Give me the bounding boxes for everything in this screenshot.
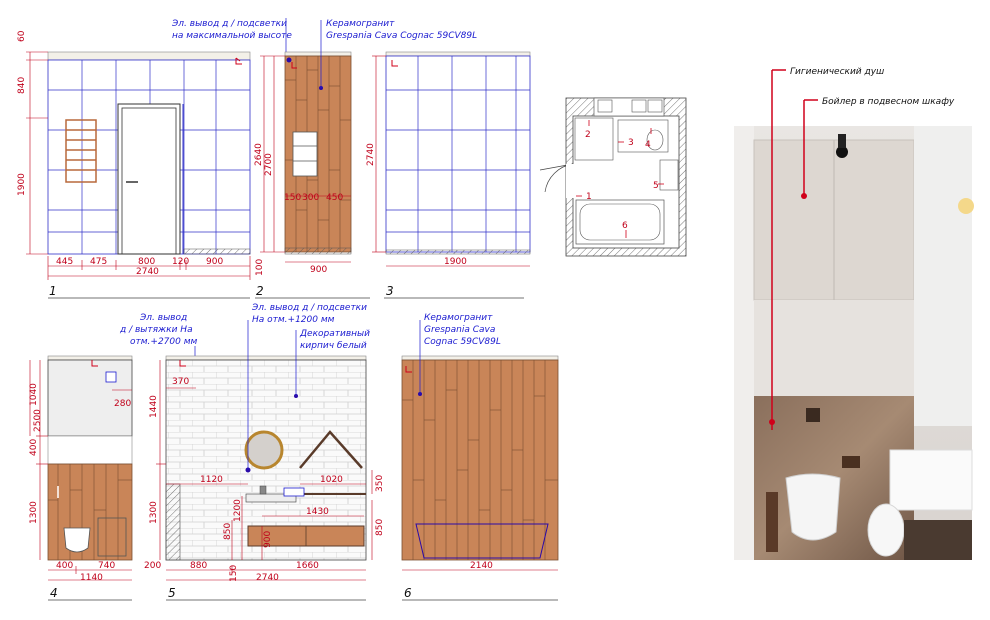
- reference-photo: [734, 67, 974, 560]
- wood-tile-wall-4: [48, 464, 132, 560]
- dim-total-3: 1900: [444, 257, 467, 267]
- elevation-1: [17, 30, 250, 298]
- plan-label-4: 4: [645, 140, 651, 150]
- dim-60: 60: [17, 30, 27, 42]
- dim-1040: 1040: [29, 383, 39, 406]
- dim-120: 120: [172, 257, 190, 267]
- dim-1300-v5: 1300: [149, 501, 159, 524]
- dim-2700: 2700: [264, 153, 274, 176]
- door: [118, 104, 180, 254]
- elevation-5: [144, 320, 385, 600]
- annotation-ceramic-line1: Керамогранит: [326, 19, 395, 29]
- dim-1440: 1440: [149, 395, 159, 418]
- photo-brush-holder: [766, 492, 778, 552]
- plan-label-3: 3: [628, 138, 634, 148]
- upper-cabinet-4: [48, 360, 132, 436]
- annotation-ceramic-line2: Grespania Cava Cognac 59CV89L: [326, 31, 478, 41]
- annotation-ceramic6-line3: Cognac 59CV89L: [424, 337, 501, 347]
- side-hatch-5: [166, 484, 180, 560]
- photo-white-brick: [914, 126, 972, 426]
- annotation-ceramic6-line2: Grespania Cava: [424, 325, 496, 335]
- dim-400-bottom: 400: [56, 561, 74, 571]
- dim-850-right: 850: [375, 518, 385, 536]
- dim-2640: 2640: [254, 143, 264, 166]
- dim-740: 740: [98, 561, 116, 571]
- floor-hatch-3: [386, 250, 530, 254]
- annotation-ceramic-top: [326, 19, 477, 41]
- photo-bidet: [868, 504, 904, 556]
- elevation-2: [254, 20, 370, 298]
- annotation-fan: [119, 313, 197, 347]
- dim-900: 900: [206, 257, 224, 267]
- dim-300: 300: [302, 193, 320, 203]
- dim-1660: 1660: [296, 561, 319, 571]
- dim-total-1: 2740: [136, 267, 159, 277]
- light-outlet-point: [287, 58, 292, 63]
- faucet: [260, 486, 266, 494]
- dim-2500: 2500: [33, 409, 43, 432]
- plan-label-5: 5: [653, 181, 659, 191]
- toilet-4: [64, 528, 90, 552]
- niche-shelves: [293, 132, 317, 176]
- annotation-light-line1: Эл. вывод д / подсветки: [172, 19, 287, 29]
- dim-1430: 1430: [306, 507, 329, 517]
- dim-100: 100: [255, 258, 265, 276]
- dim-370: 370: [172, 377, 190, 387]
- dim-total-6: 2140: [470, 561, 493, 571]
- dim-445: 445: [56, 257, 74, 267]
- dim-450: 450: [326, 193, 344, 203]
- dim-150-v5: 150: [229, 564, 239, 582]
- dim-475: 475: [90, 257, 108, 267]
- dim-1120: 1120: [200, 475, 223, 485]
- view-number-6: 6: [404, 586, 412, 600]
- dim-total-4: 1140: [80, 573, 103, 583]
- photo-sink: [890, 450, 972, 510]
- wall-tile-grid-3: [386, 56, 530, 252]
- dim-150: 150: [284, 193, 302, 203]
- view-number-3: 3: [386, 284, 394, 298]
- annotation-light-1200: [251, 303, 367, 325]
- annotation-light-line2: на максимальной высоте: [172, 31, 292, 41]
- annotation-light2-line2: На отм.+1200 мм: [252, 315, 335, 325]
- view-number-1: 1: [49, 284, 57, 298]
- dim-1900: 1900: [17, 173, 27, 196]
- ceiling-strip-1: [48, 52, 250, 60]
- annotation-brick-line2: кирпич белый: [300, 341, 367, 351]
- dim-2740-v3: 2740: [366, 143, 376, 166]
- dim-840: 840: [17, 76, 27, 94]
- plan-label-6: 6: [622, 221, 628, 231]
- elevation-6: [402, 320, 558, 600]
- photo-paper-holder: [842, 456, 860, 468]
- photo-label-boiler: Бойлер в подвесном шкафу: [822, 97, 955, 107]
- dim-350: 350: [375, 474, 385, 492]
- view-number-2: 2: [256, 284, 264, 298]
- floor-hatch-1: [184, 249, 250, 254]
- dim-280: 280: [114, 399, 132, 409]
- photo-label-shower: Гигиенический душ: [790, 67, 885, 77]
- fan-outlet: [106, 372, 116, 382]
- photo-flush-plate: [806, 408, 820, 422]
- dim-1300-v4: 1300: [29, 501, 39, 524]
- floor-plan: [540, 98, 686, 256]
- annotation-ceramic6-line1: Керамогранит: [424, 313, 493, 323]
- annotation-light2-line1: Эл. вывод д / подсветки: [252, 303, 367, 313]
- dim-850-left: 850: [223, 522, 233, 540]
- plan-label-2: 2: [585, 130, 591, 140]
- dim-total-5: 2740: [256, 573, 279, 583]
- photo-bulb: [958, 198, 974, 214]
- annotation-fan-line2: д / вытяжки На: [120, 325, 193, 335]
- plan-label-1: 1: [586, 192, 592, 202]
- annotation-brick-line1: Декоративный: [300, 329, 370, 339]
- dim-400-left: 400: [29, 438, 39, 456]
- ceiling-strip-3: [386, 52, 530, 56]
- elevation-3: [366, 52, 530, 298]
- wood-tile-wall-6: [402, 360, 558, 560]
- ceiling-strip-2: [285, 52, 351, 56]
- dim-800: 800: [138, 257, 156, 267]
- view-number-4: 4: [50, 586, 58, 600]
- photo-toilet: [786, 474, 840, 540]
- dim-900-v5: 900: [263, 530, 273, 548]
- floor-hatch-2: [285, 248, 351, 254]
- annotation-fan-line3: отм.+2700 мм: [130, 337, 198, 347]
- view-number-5: 5: [168, 586, 176, 600]
- annotation-ceramic-6: [424, 313, 501, 347]
- dim-880: 880: [190, 561, 208, 571]
- round-mirror: [246, 432, 282, 468]
- dim-200: 200: [144, 561, 162, 571]
- dim-1200: 1200: [233, 499, 243, 522]
- dim-1020: 1020: [320, 475, 343, 485]
- annotation-fan-line1: Эл. вывод: [140, 313, 188, 323]
- dim-total-2: 900: [310, 265, 328, 275]
